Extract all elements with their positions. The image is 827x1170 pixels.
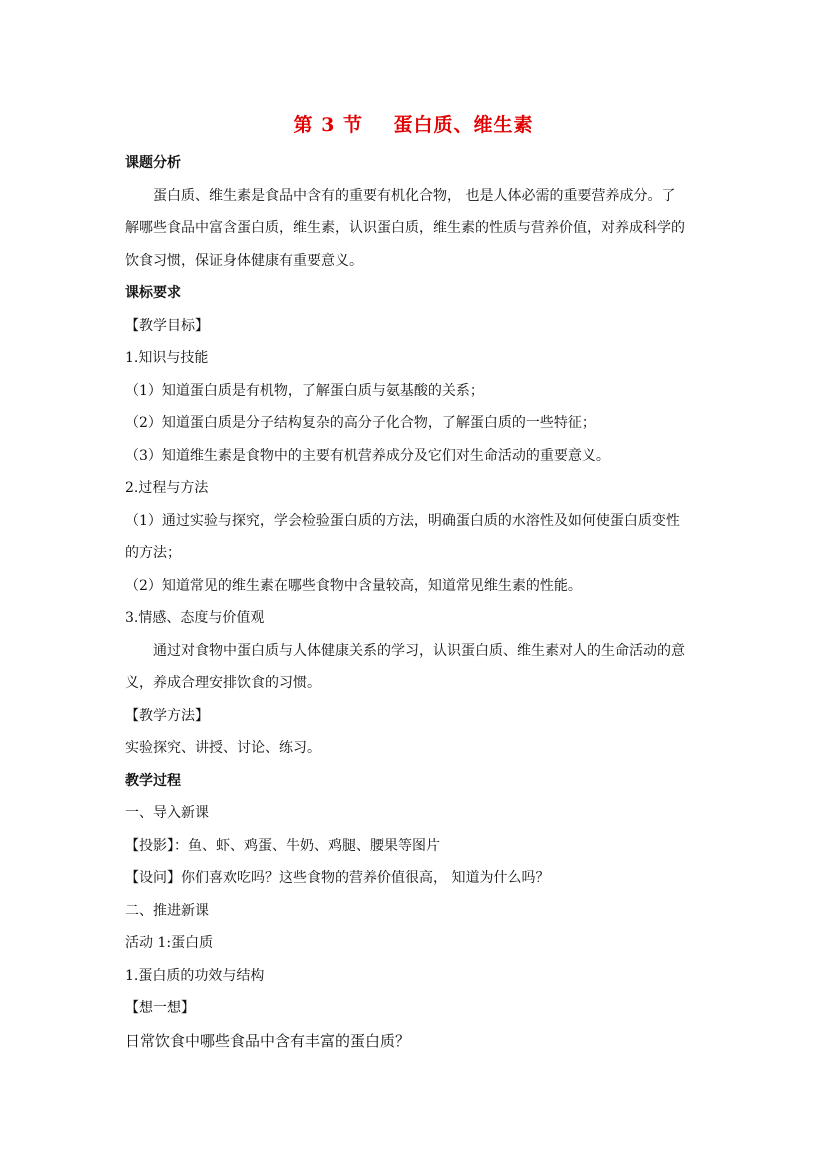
activity-label: 活动 1:蛋白质 bbox=[125, 935, 214, 951]
paragraph-line: 蛋白质、维生素是食品中含有的重要有机化合物， 也是人体必需的重要营养成分。了 bbox=[153, 187, 676, 204]
paragraph-line: 义，养成合理安排饮食的习惯。 bbox=[125, 675, 321, 691]
section-label-think: 【想一想】 bbox=[125, 1000, 195, 1016]
document-body bbox=[125, 147, 705, 1057]
paragraph-line: 【设问】你们喜欢吃吗？这些食物的营养价值很高， 知道为什么吗？ bbox=[125, 870, 550, 886]
subheading: 二、推进新课 bbox=[125, 902, 209, 919]
heading-topic-analysis: 课题分析 bbox=[125, 155, 181, 171]
heading-curriculum-requirements: 课标要求 bbox=[125, 285, 181, 301]
heading-teaching-process: 教学过程 bbox=[125, 772, 181, 789]
page-title: 第 3 节 蛋白质、维生素 bbox=[293, 114, 534, 136]
subheading: 1.知识与技能 bbox=[125, 350, 209, 366]
paragraph-line: 实验探究、讲授、讨论、练习。 bbox=[125, 740, 321, 756]
subheading: 一、导入新课 bbox=[125, 805, 209, 821]
paragraph-line: 通过对食物中蛋白质与人体健康关系的学习，认识蛋白质、维生素对人的生命活动的意 bbox=[153, 642, 685, 659]
section-label-teaching-methods: 【教学方法】 bbox=[125, 707, 209, 724]
list-item: （1）通过实验与探究，学会检验蛋白质的方法，明确蛋白质的水溶性及如何使蛋白质变性 bbox=[125, 512, 680, 529]
subheading: 2.过程与方法 bbox=[125, 480, 209, 496]
subheading: 1.蛋白质的功效与结构 bbox=[125, 967, 265, 984]
paragraph-line: 【投影】：鱼、虾、鸡蛋、牛奶、鸡腿、腰果等图片 bbox=[125, 837, 440, 854]
list-item: （2）知道常见的维生素在哪些食物中含量较高，知道常见维生素的性能。 bbox=[125, 577, 582, 594]
subheading: 3.情感、态度与价值观 bbox=[125, 610, 265, 626]
paragraph-line: 解哪些食品中富含蛋白质，维生素，认识蛋白质，维生素的性质与营养价值，对养成科学的 bbox=[125, 220, 685, 236]
section-label-teaching-goals: 【教学目标】 bbox=[125, 317, 209, 334]
list-item: （2）知道蛋白质是分子结构复杂的高分子化合物，了解蛋白质的一些特征； bbox=[125, 415, 596, 431]
paragraph-line: 饮食习惯，保证身体健康有重要意义。 bbox=[125, 252, 363, 269]
question-line: 日常饮食中哪些食品中含有丰富的蛋白质？ bbox=[125, 1031, 411, 1050]
list-item: （3）知道维生素是食物中的主要有机营养成分及它们对生命活动的重要意义。 bbox=[125, 447, 610, 464]
list-item: （1）知道蛋白质是有机物，了解蛋白质与氨基酸的关系； bbox=[125, 382, 484, 399]
list-item-continuation: 的方法； bbox=[125, 545, 181, 561]
